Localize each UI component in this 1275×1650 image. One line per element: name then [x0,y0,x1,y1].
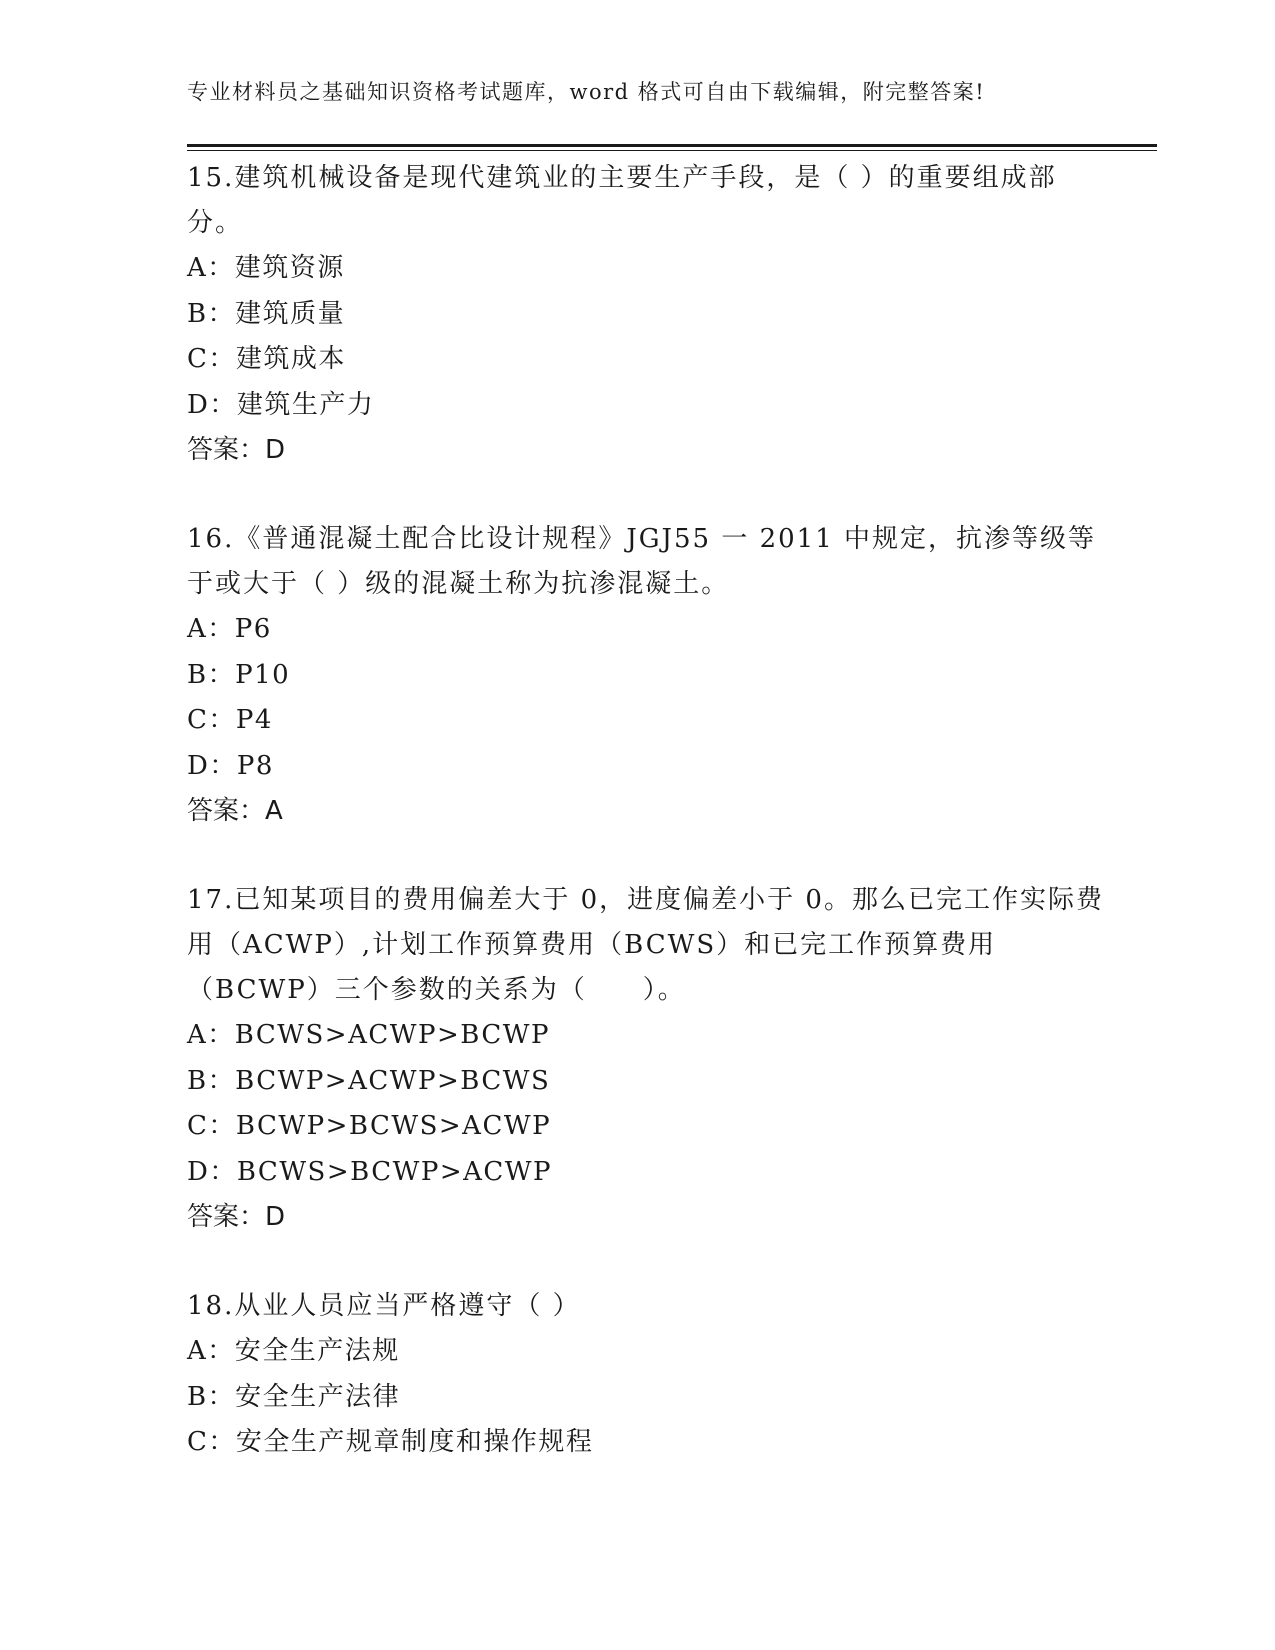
question-text: 15.建筑机械设备是现代建筑业的主要生产手段，是（ ）的重要组成部分。 [187,163,1057,238]
option-c: C：BCWP>BCWS>ACWP [187,1111,552,1141]
option-a: A：建筑资源 [187,253,345,283]
question-text: 16.《普通混凝土配合比设计规程》JGJ55 一 2011 中规定，抗渗等级等于或大于（ ）级的混凝土称为抗渗混凝土。 [187,524,1097,599]
option-b: B：安全生产法律 [187,1381,401,1412]
option-b: B：P10 [187,659,291,690]
page-header: 专业材料员之基础知识资格考试题库，word 格式可自由下载编辑，附完整答案! [187,80,986,104]
question-text: 18.从业人员应当严格遵守（ ） [187,1291,581,1321]
question-text: 17.已知某项目的费用偏差大于 0，进度偏差小于 0。那么已完工作实际费用（ACWP）,计划工作预算费用（BCWS）和已完工作预算费用（BCWP）三个参数的关系为（ ）。 [187,885,1104,1005]
option-c: C：建筑成本 [187,344,346,374]
option-d: D：BCWS>BCWP>ACWP [187,1156,553,1187]
question-16 [187,517,1107,834]
answer-line: 答案：D [187,1202,286,1232]
option-c: C：安全生产规章制度和操作规程 [187,1427,594,1457]
answer-line: 答案：A [187,796,283,826]
option-c: C：P4 [187,705,273,735]
header-divider-thin [187,150,1157,151]
option-d: D：P8 [187,750,274,781]
option-b: B：BCWP>ACWP>BCWS [187,1065,551,1096]
question-list [187,156,1107,1510]
option-a: A：安全生产法规 [187,1336,400,1366]
option-a: A：P6 [187,614,272,644]
header-divider [187,144,1157,147]
answer-line: 答案：D [187,435,286,465]
question-17 [187,878,1107,1240]
question-18 [187,1284,1107,1466]
option-d: D：建筑生产力 [187,389,375,420]
option-a: A：BCWS>ACWP>BCWP [187,1020,550,1050]
question-15 [187,156,1107,473]
option-b: B：建筑质量 [187,298,346,329]
